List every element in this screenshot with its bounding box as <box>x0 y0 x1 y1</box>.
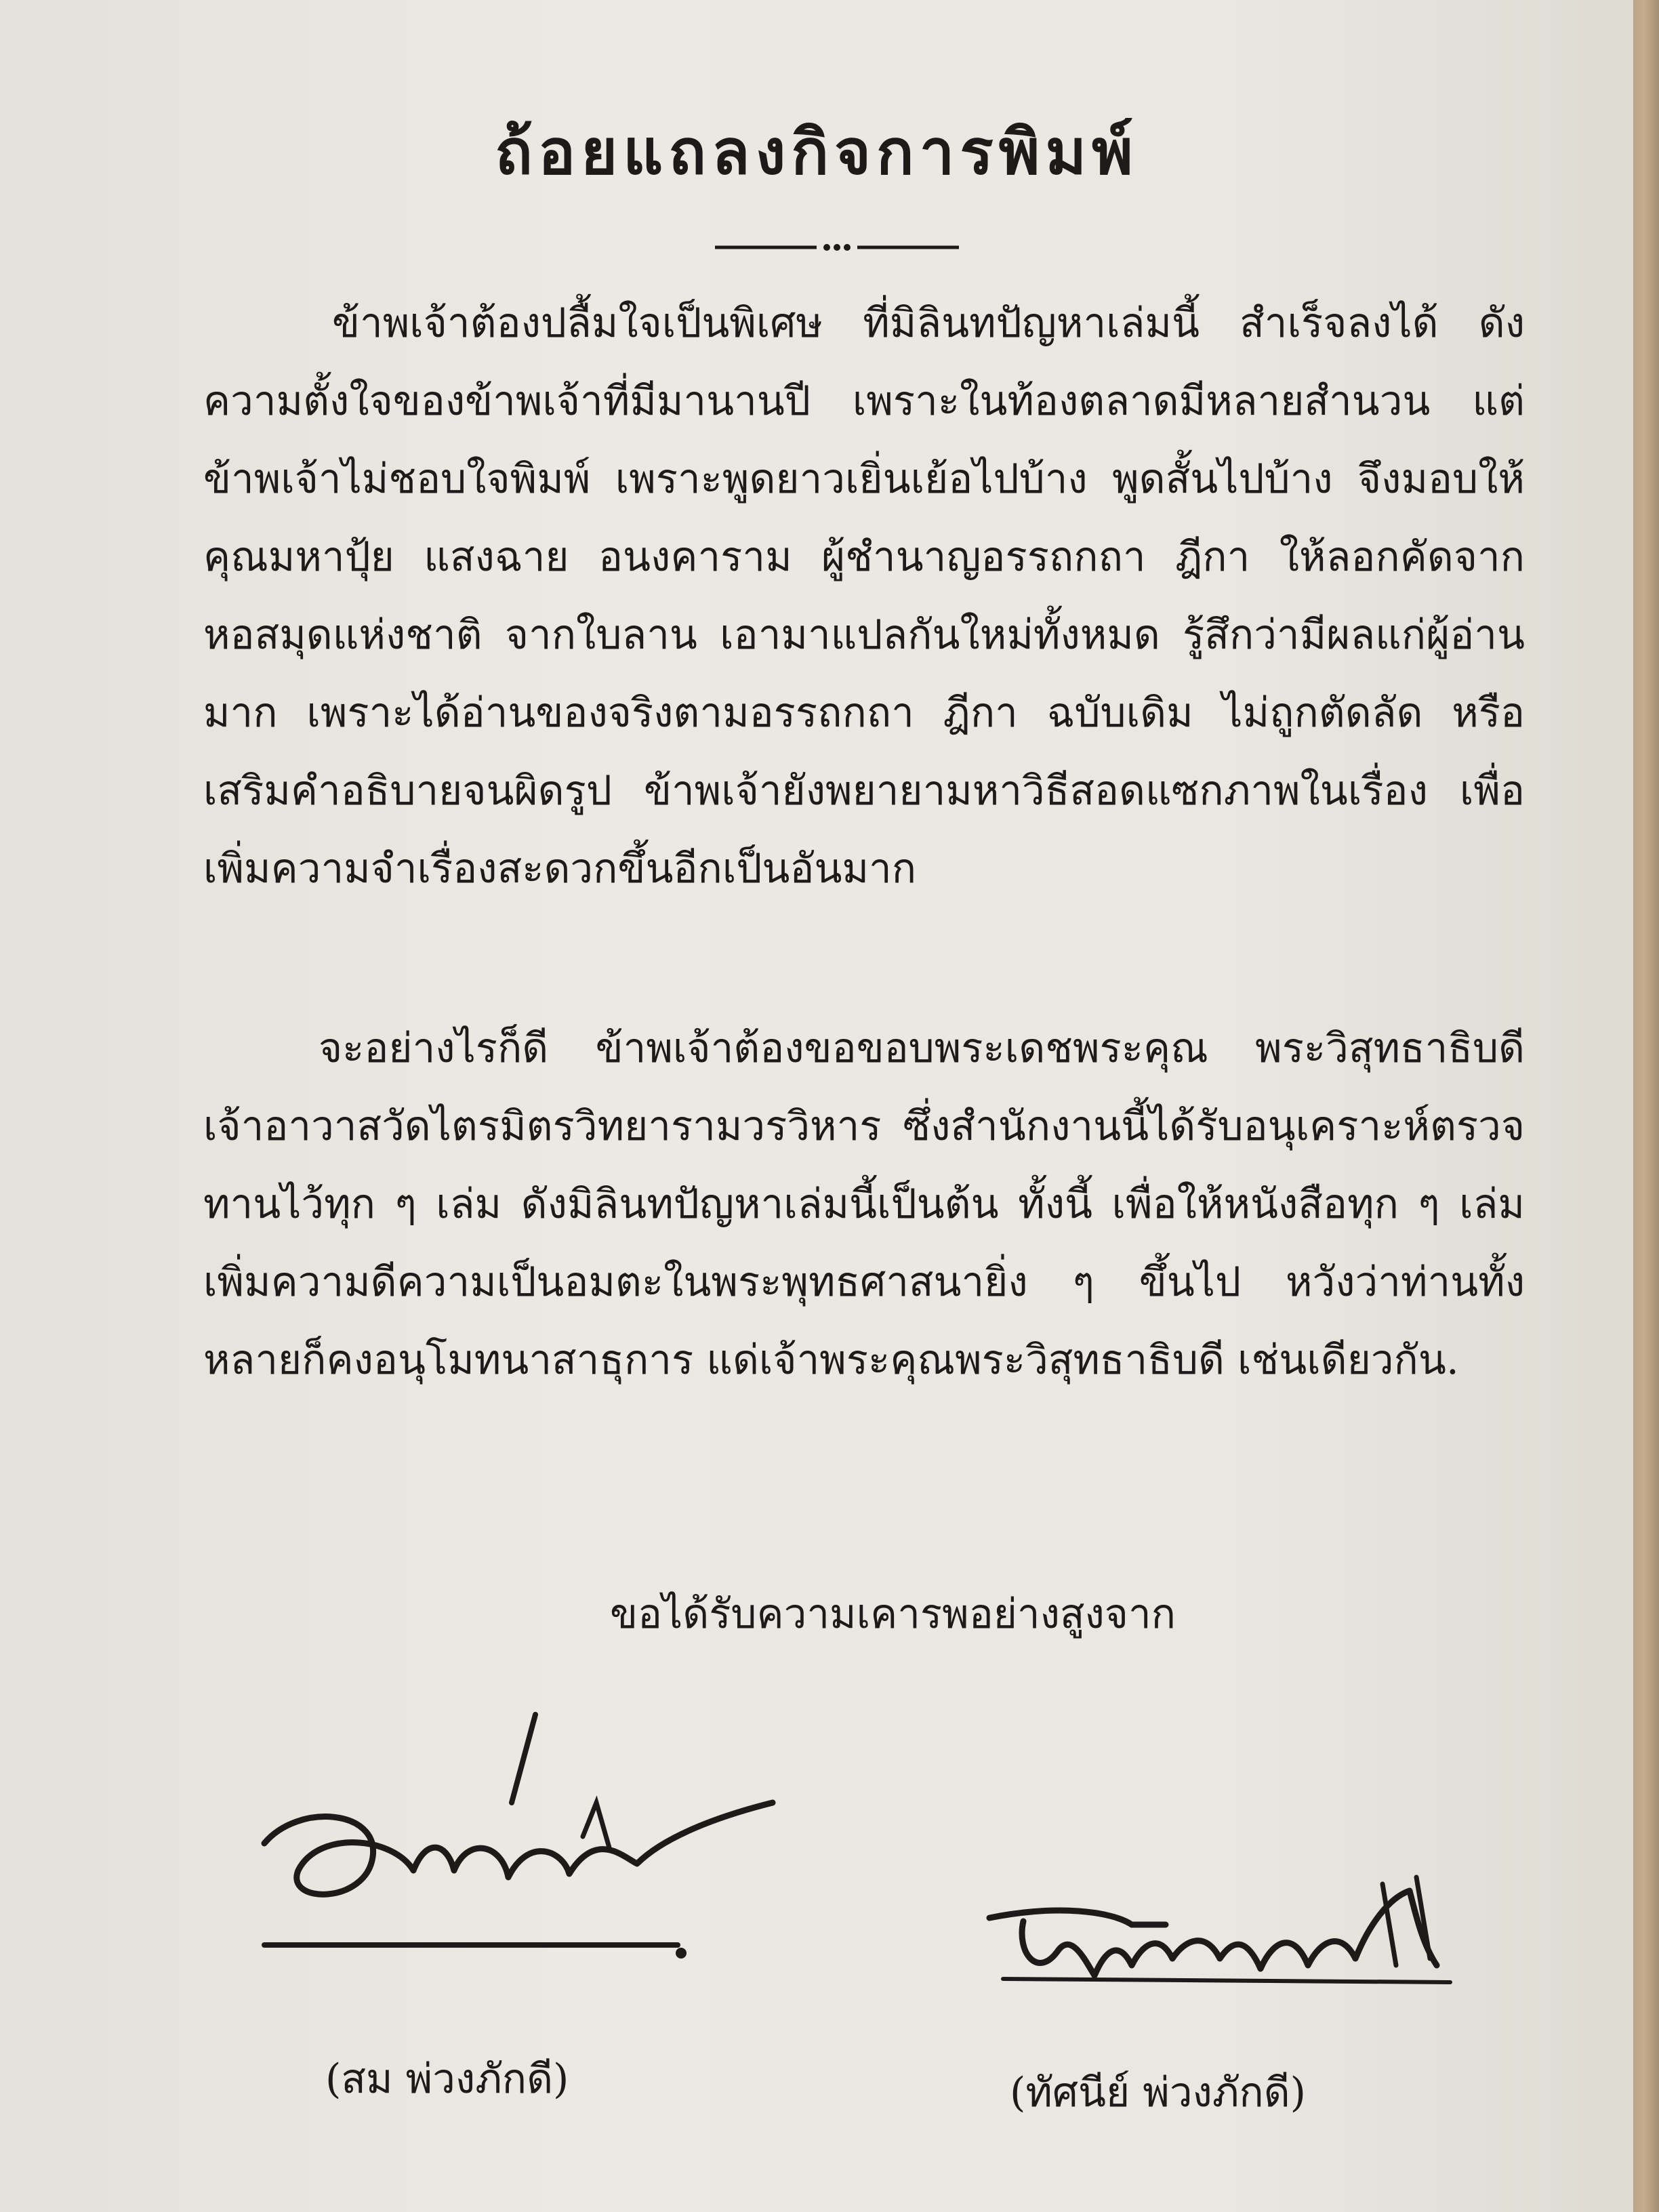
signatory-2-name: (ทัศนีย์ พ่วงภักดี) <box>1010 2069 1307 2116</box>
title-ornament <box>715 237 959 258</box>
closing-line: ขอได้รับความเคารพอย่างสูงจาก <box>610 1591 1176 1638</box>
signature-2 <box>976 1857 1464 2006</box>
paragraph-1: ข้าพเจ้าต้องปลื้มใจเป็นพิเศษ ที่มิลินทปัญหาเล่มนี้ สำเร็จลงได้ ดังความตั้งใจของข้าพเจ้าที่มีมานานปี เพราะในท้องตลาดมีหลายสำนวน แต่ข้าพเจ้าไม่ชอบใจพิมพ์ เพราะพูดยาวเยิ่นเย้อไปบ้าง พูดสั้นไปบ้าง จึงมอบให้คุณมหาปุ้ย แสงฉาย อนงคาราม ผู้ชำนาญอรรถกถา ฎีกา ให้ลอกคัดจากหอสมุดแห่งชาติ จากใบลาน เอามาแปลกันใหม่ทั้งหมด รู้สึกว่ามีผลแก่ผู้อ่านมาก เพราะได้อ่านของจริงตามอรรถกถา ฎีกา ฉบับเดิม ไม่ถูกตัดลัด หรือเสริมคำอธิบายจนผิดรูป ข้าพเจ้ายังพยายามหาวิธีสอดแซกภาพในเรื่อง เพื่อเพิ่มความจำเรื่องสะดวกขึ้นอีกเป็นอันมาก <box>203 300 1525 893</box>
paragraph-2: จะอย่างไรก็ดี ข้าพเจ้าต้องขอขอบพระเดชพระคุณ พระวิสุทธาธิบดี เจ้าอาวาสวัดไตรมิตรวิทยารามวรวิหาร ซึ่งสำนักงานนี้ได้รับอนุเคราะห์ตรวจทานไว้ทุก ๆ เล่ม ดังมิลินทปัญหาเล่มนี้เป็นต้น ทั้งนี้ เพื่อให้หนังสือทุก ๆ เล่ม เพิ่มความดีความเป็นอมตะในพระพุทธศาสนายิ่ง ๆ ขึ้นไป หวังว่าท่านทั้งหลายก็คงอนุโมทนาสาธุการ แด่เจ้าพระคุณพระวิสุทธาธิบดี เช่นเดียวกัน. <box>203 1025 1525 1384</box>
signatory-1-name: (สม พ่วงภักดี) <box>325 2055 569 2103</box>
page-edge <box>1633 0 1659 2212</box>
signature-1 <box>244 1701 786 1992</box>
page-title: ถ้อยแถลงกิจการพิมพ์ <box>495 116 1139 188</box>
